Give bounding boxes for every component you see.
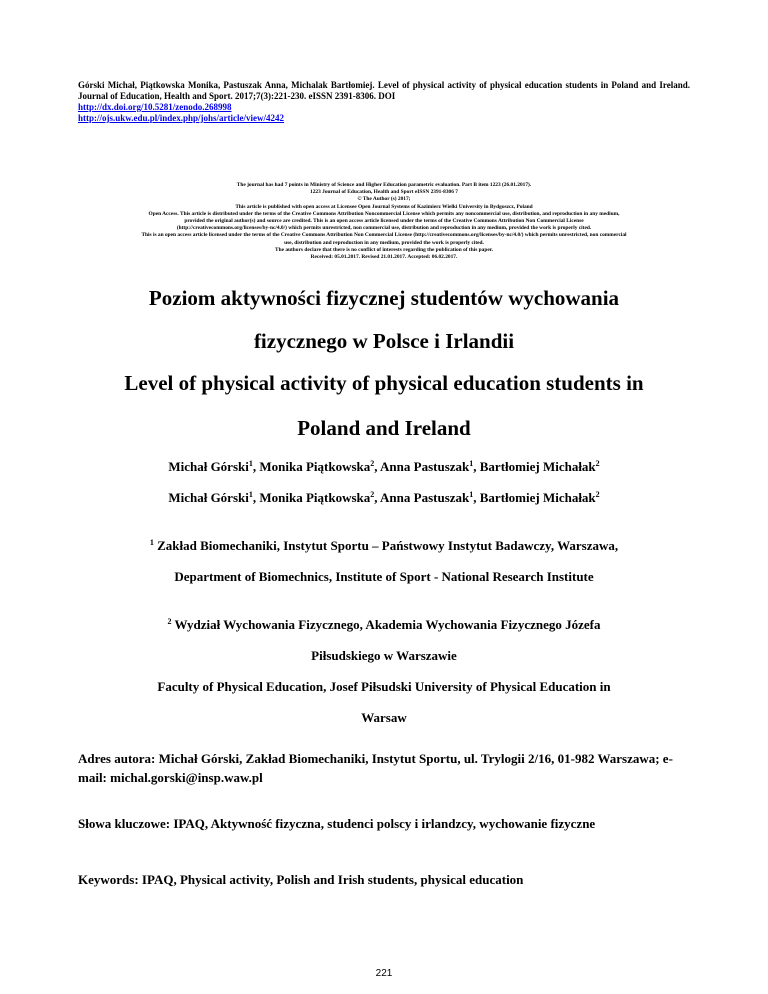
author-sep: , [473, 490, 480, 505]
affiliation-2-en-line2: Warsaw [361, 710, 407, 725]
affiliation-text: Zakład Biomechaniki, Instytut Sportu – Państwowy Instytut Badawczy, Warszawa, [157, 538, 619, 553]
author-sep: , [473, 459, 480, 474]
journal-info [72, 182, 696, 261]
journal-info-line: Open Access. This article is distributed under the terms of the Creative Commons Attribution Noncommercial License which permits any noncommercial use, distribution, and reproduction in any medium, [148, 210, 620, 217]
author-affil-sup: 2 [370, 490, 375, 499]
title-pl-line1: Poziom aktywności fizycznej studentów wychowania [148, 286, 620, 310]
journal-info-line: provided the original author(s) and source are credited. This is an open access article licensed under the terms of the Creative Commons Attribution Non Commercial License [184, 218, 584, 225]
keywords-pl: Słowa kluczowe: IPAQ, Aktywność fizyczna, studenci polscy i irlandzcy, wychowanie fizyczne [78, 816, 596, 831]
authors-line-1 [60, 459, 708, 475]
author-name: Anna Pastuszak [380, 490, 470, 505]
author-name: Monika Piątkowska [259, 490, 371, 505]
author-affil-sup: 1 [248, 459, 253, 468]
authors-line-2 [60, 490, 708, 506]
author-sep: , [252, 490, 260, 505]
affiliation-1-en: Department of Biomechnics, Institute of Sport - National Research Institute [174, 569, 594, 584]
author-name: Michał Górski [168, 490, 249, 505]
author-affil-sup: 2 [595, 490, 600, 499]
author-affil-sup: 1 [469, 490, 474, 499]
keywords-en: Keywords: IPAQ, Physical activity, Polish and Irish students, physical education [78, 872, 524, 887]
author-name: Monika Piątkowska [259, 459, 371, 474]
journal-info-line: Received: 05.01.2017. Revised 21.01.2017. Accepted: 06.02.2017. [310, 254, 458, 261]
title-en-line2: Poland and Ireland [297, 416, 471, 440]
citation-block [78, 80, 690, 124]
author-name: Bartłomiej Michałak [479, 459, 596, 474]
journal-info-line: This article is published with open access at Licensee Open Journal Systems of Kazimierz Wielki University in Bydgoszcz, Poland [235, 203, 533, 210]
affiliation-2-pl-line1 [40, 617, 728, 633]
article-link[interactable]: http://ojs.ukw.edu.pl/index.php/johs/article/view/4242 [78, 113, 285, 123]
affiliation-sup: 2 [167, 617, 172, 626]
journal-info-line: This is an open access article licensed under the terms of the Creative Commons Attribution Non Commercial License (http://creativecommons.org/licenses/by-nc/4.0/) which permits unrestricted, non commercial [141, 232, 627, 239]
journal-info-line: (http://creativecommons.org/licenses/by-nc/4.0/) which permits unrestricted, non commercial use, distribution and reproduction in any medium, provided the work is properly cited. [176, 225, 592, 232]
journal-info-line: The journal has had 7 points in Ministry of Science and Higher Education parametric evaluation. Part B item 1223 (26.01.2017). [236, 182, 532, 188]
doi-link[interactable]: http://dx.doi.org/10.5281/zenodo.268998 [78, 102, 232, 112]
author-address: Adres autora: Michał Górski, Zakład Biomechaniki, Instytut Sportu, ul. Trylogii 2/16, 01-982 Warszawa; e-mail: michal.gorski@insp.waw.pl [78, 751, 673, 785]
author-affil-sup: 1 [248, 490, 253, 499]
journal-info-line: use, distribution and reproduction in any medium, provided the work is properly cited. [284, 239, 484, 246]
affiliation-text: Wydział Wychowania Fizycznego, Akademia Wychowania Fizycznego Józefa [174, 617, 601, 632]
citation-text: Górski Michał, Piątkowska Monika, Pastuszak Anna, Michalak Bartłomiej. Level of physical activity of physical education students in Poland and Ireland. Journal of Education, Health and Sport. 2017;7(3):221-230. eISSN 2391-8306. DOI [78, 80, 690, 101]
author-name: Bartłomiej Michałak [479, 490, 596, 505]
author-affil-sup: 2 [595, 459, 600, 468]
affiliation-sup: 1 [149, 538, 154, 547]
author-name: Michał Górski [168, 459, 249, 474]
journal-info-line: © The Author (s) 2017; [357, 196, 411, 203]
affiliation-2-en-line1: Faculty of Physical Education, Josef Piłsudski University of Physical Education in [157, 679, 611, 694]
affiliation-1-pl [40, 538, 728, 554]
author-sep: , [374, 459, 381, 474]
page-number: 221 [375, 968, 393, 979]
author-affil-sup: 2 [370, 459, 375, 468]
author-sep: , [252, 459, 260, 474]
journal-info-line: 1223 Journal of Education, Health and Sport eISSN 2391-8306 7 [310, 189, 458, 196]
affiliation-2-pl-line2: Piłsudskiego w Warszawie [311, 648, 457, 663]
author-affil-sup: 1 [469, 459, 474, 468]
title-en-line1: Level of physical activity of physical education students in [124, 371, 644, 395]
author-sep: , [374, 490, 381, 505]
journal-info-line: The authors declare that there is no conflict of interests regarding the publication of this paper. [274, 246, 494, 253]
author-name: Anna Pastuszak [380, 459, 470, 474]
title-pl-line2: fizycznego w Polsce i Irlandii [253, 329, 515, 353]
